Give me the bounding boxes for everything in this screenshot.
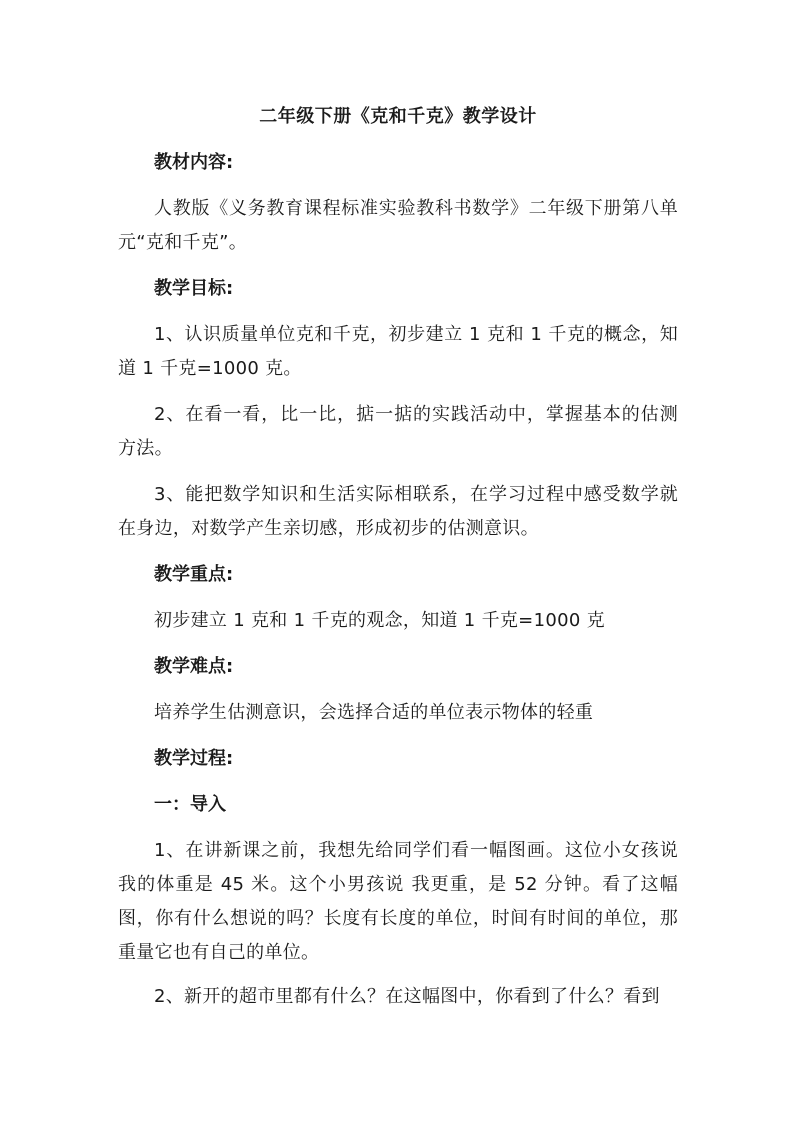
section-heading-process: 教学过程: bbox=[154, 748, 234, 769]
section-heading-goals: 教学目标: bbox=[154, 278, 234, 299]
document-title: 二年级下册《克和千克》教学设计 bbox=[259, 106, 537, 127]
goal-item-2: 2、在看一看，比一比，掂一掂的实践活动中，掌握基本的估测方法。 bbox=[118, 404, 678, 459]
goal-item-1: 1、认识质量单位克和千克，初步建立 1 克和 1 千克的概念，知道 1 千克=1000 克。 bbox=[118, 324, 678, 379]
intro-item-1: 1、在讲新课之前，我想先给同学们看一幅图画。这位小女孩说我的体重是 45 米。这个小男孩说 我更重，是 52 分钟。看了这幅图，你有什么想说的吗？长度有长度的单位，时间有时间的单位，那重量它也有自己的单位。 bbox=[118, 840, 678, 963]
goal-item-3: 3、能把数学知识和生活实际相联系，在学习过程中感受数学就在身边，对数学产生亲切感，形成初步的估测意识。 bbox=[118, 484, 678, 539]
intro-item-2: 2、新开的超市里都有什么？在这幅图中，你看到了什么？看到 bbox=[154, 986, 660, 1007]
section-heading-intro: 一：导入 bbox=[154, 794, 226, 815]
material-text: 人教版《义务教育课程标准实验教科书数学》二年级下册第八单元“克和千克”。 bbox=[118, 198, 678, 253]
key-points-text: 初步建立 1 克和 1 千克的观念，知道 1 千克=1000 克 bbox=[154, 610, 605, 631]
section-heading-material: 教材内容: bbox=[154, 152, 234, 173]
document-body bbox=[118, 100, 678, 1024]
section-heading-key-points: 教学重点: bbox=[154, 564, 234, 585]
section-heading-difficulties: 教学难点: bbox=[154, 656, 234, 677]
difficulties-text: 培养学生估测意识，会选择合适的单位表示物体的轻重 bbox=[154, 702, 594, 723]
